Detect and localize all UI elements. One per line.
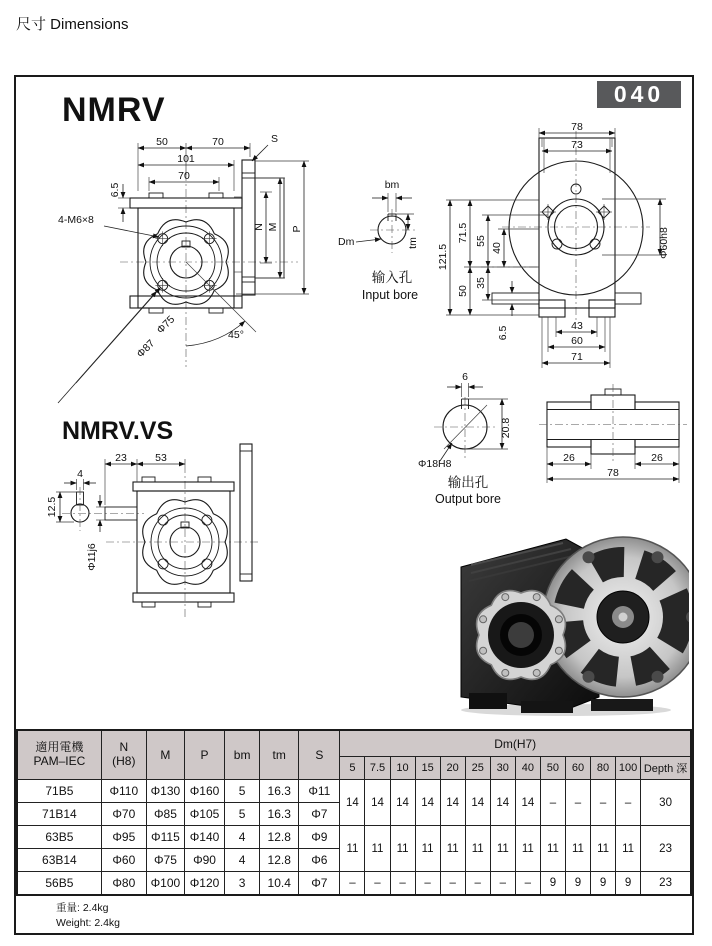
cell-dm: 14	[365, 780, 390, 826]
cell-dm: 11	[515, 826, 540, 872]
caption-zh: 输入孔	[371, 270, 413, 285]
cell-dm: 14	[415, 780, 440, 826]
cell-dm: 9	[540, 872, 565, 896]
cell-dm: –	[465, 872, 490, 896]
cell-dm: –	[565, 780, 590, 826]
cell: Φ7	[299, 803, 340, 826]
cell: 16.3	[260, 803, 299, 826]
cell: Φ7	[299, 872, 340, 896]
cell: Φ115	[146, 826, 184, 849]
cell-model: 63B14	[17, 849, 101, 872]
dimensions	[46, 452, 185, 571]
cell-dm: 14	[440, 780, 465, 826]
dim-label: 6	[462, 371, 468, 383]
cell-dm: –	[515, 872, 540, 896]
size-badge: 040	[597, 81, 681, 108]
screw-note: 4-M6×8	[58, 214, 94, 226]
cell: Φ11	[299, 780, 340, 803]
col-header-dm-size: 30	[490, 757, 515, 780]
col-header-pam-zh: 適用電機	[35, 740, 84, 755]
dim-label: N	[253, 223, 265, 231]
weight-note	[16, 894, 692, 933]
dim-label: 26	[563, 452, 575, 464]
dim-label: M	[267, 222, 279, 232]
cell-dm: 11	[365, 826, 390, 872]
cell-dm: 9	[591, 872, 616, 896]
caption-zh: 输出孔	[447, 475, 489, 490]
cell: Φ120	[184, 872, 224, 896]
dim-label: Φ75	[154, 313, 178, 337]
dim-label: 70	[178, 170, 190, 182]
dim-label: 6.5	[497, 325, 509, 341]
dimensions	[437, 123, 670, 368]
dim-label: Φ87	[134, 337, 158, 361]
cell: 16.3	[260, 780, 299, 803]
dim-label: 60	[571, 335, 583, 347]
cell: Φ85	[146, 803, 184, 826]
dim-label: 12.5	[46, 496, 58, 518]
dim-label: S	[271, 133, 279, 145]
cell: 5	[225, 803, 260, 826]
dim-label: tm	[407, 237, 419, 249]
dim-label: 6.5	[109, 182, 121, 198]
cell: 5	[225, 780, 260, 803]
product-photo	[441, 505, 689, 717]
centerlines	[120, 173, 298, 367]
dim-label: Φ18H8	[418, 458, 452, 470]
cell: 4	[225, 849, 260, 872]
cell-model: 71B5	[17, 780, 101, 803]
col-header-m: M	[146, 730, 184, 780]
dim-label: 23	[115, 452, 127, 464]
cell-dm: 11	[616, 826, 641, 872]
cell-dm: –	[415, 872, 440, 896]
dim-label: 26	[651, 452, 663, 464]
caption-en: Output bore	[434, 492, 502, 506]
col-header-dm-size: 60	[565, 757, 590, 780]
cell-dm: 11	[591, 826, 616, 872]
cell-depth: 23	[641, 872, 691, 896]
cell-dm: 9	[565, 872, 590, 896]
dim-label: 73	[571, 139, 583, 151]
dim-label: 45°	[228, 329, 244, 341]
dim-label: 71.5	[457, 222, 469, 244]
col-header-dm-size: 100	[616, 757, 641, 780]
gearbox-outline	[71, 444, 252, 607]
dim-label: 70	[212, 136, 224, 148]
col-header-tm: tm	[260, 730, 299, 780]
cell: 12.8	[260, 826, 299, 849]
cell: Φ105	[184, 803, 224, 826]
centerlines	[62, 465, 258, 619]
col-header-bm: bm	[225, 730, 260, 780]
dim-label: 101	[177, 153, 195, 165]
output-bore-drawing	[416, 371, 546, 509]
cell-dm: 11	[490, 826, 515, 872]
table-row	[17, 826, 691, 849]
dim-label: 71	[571, 351, 583, 363]
table-row	[17, 780, 691, 803]
cell: Φ140	[184, 826, 224, 849]
cell-dm: 14	[465, 780, 490, 826]
front-view-drawing	[56, 127, 326, 457]
col-header-pam-en: PAM–IEC	[33, 754, 86, 768]
cell-dm: 11	[340, 826, 365, 872]
page-frame	[14, 75, 694, 935]
col-header-n-bottom: (H8)	[112, 754, 136, 768]
cell-dm: 11	[565, 826, 590, 872]
gearbox-outline	[130, 160, 284, 313]
weight-en: Weight: 2.4kg	[56, 917, 121, 930]
col-header-pam	[17, 730, 101, 780]
dim-label: 55	[475, 235, 487, 247]
cell-dm: 14	[390, 780, 415, 826]
cell-dm: 14	[340, 780, 365, 826]
col-header-dm-size: 20	[440, 757, 465, 780]
col-header-dm-size: 10	[390, 757, 415, 780]
dim-label: 35	[475, 277, 487, 289]
cell: Φ60	[101, 849, 146, 872]
gearbox-outline	[492, 138, 643, 317]
cell-dm: –	[591, 780, 616, 826]
vs-view-drawing	[46, 439, 326, 674]
shaft-section-drawing	[534, 379, 692, 487]
cell-dm: 11	[415, 826, 440, 872]
dim-label: 50	[156, 136, 168, 148]
dim-label: 4	[77, 468, 83, 480]
dim-label: 43	[571, 320, 583, 332]
cell: Φ110	[101, 780, 146, 803]
cell-model: 63B5	[17, 826, 101, 849]
series-title: NMRV	[62, 91, 166, 129]
cell: 4	[225, 826, 260, 849]
cell-dm: 11	[440, 826, 465, 872]
cell: Φ9	[299, 826, 340, 849]
col-header-dm-group: Dm(H7)	[340, 730, 691, 757]
cell: Φ75	[146, 849, 184, 872]
cell-dm: 9	[616, 872, 641, 896]
cell-dm: 11	[390, 826, 415, 872]
col-header-dm-size: 5	[340, 757, 365, 780]
col-header-dm-size: 40	[515, 757, 540, 780]
cell-dm: –	[616, 780, 641, 826]
cell: 3	[225, 872, 260, 896]
col-header-depth: Depth 深	[641, 757, 691, 780]
dim-label: P	[291, 225, 303, 233]
dim-label: Dm	[338, 236, 355, 248]
dim-label: bm	[384, 179, 400, 191]
col-header-dm-size: 7.5	[365, 757, 390, 780]
cell: Φ70	[101, 803, 146, 826]
cell-model: 56B5	[17, 872, 101, 896]
dim-label: Φ11j6	[86, 543, 98, 571]
cell: Φ100	[146, 872, 184, 896]
cell: Φ130	[146, 780, 184, 803]
cell-dm: 14	[490, 780, 515, 826]
cell-dm: –	[540, 780, 565, 826]
spec-table	[16, 729, 692, 896]
dim-label: 121.5	[437, 243, 449, 271]
col-header-p: P	[184, 730, 224, 780]
table-row	[17, 872, 691, 896]
dim-label: 53	[155, 452, 167, 464]
cell: Φ6	[299, 849, 340, 872]
dim-label: 50	[457, 285, 469, 297]
col-header-dm-size: 25	[465, 757, 490, 780]
cell-depth: 23	[641, 826, 691, 872]
col-header-n	[101, 730, 146, 780]
cell: Φ95	[101, 826, 146, 849]
cell-dm: –	[390, 872, 415, 896]
cell-dm: –	[340, 872, 365, 896]
caption-en: Input bore	[361, 288, 419, 302]
dim-label: Φ60h8	[658, 227, 670, 259]
cell: 12.8	[260, 849, 299, 872]
dimensions	[58, 133, 309, 403]
col-header-dm-size: 15	[415, 757, 440, 780]
variant-title: NMRV.VS	[62, 417, 174, 445]
col-header-s: S	[299, 730, 340, 780]
cell: 10.4	[260, 872, 299, 896]
col-header-n-top: N	[119, 740, 129, 755]
dim-label: 78	[571, 123, 583, 133]
cell: Φ80	[101, 872, 146, 896]
cell-dm: 11	[465, 826, 490, 872]
cell-dm: 11	[540, 826, 565, 872]
cell-dm: –	[440, 872, 465, 896]
cell-dm: 14	[515, 780, 540, 826]
cell-dm: –	[490, 872, 515, 896]
cell-depth: 30	[641, 780, 691, 826]
cell: Φ90	[184, 849, 224, 872]
rear-view-drawing	[426, 123, 692, 378]
dim-label: 78	[607, 467, 619, 479]
col-header-dm-size: 50	[540, 757, 565, 780]
cell: Φ160	[184, 780, 224, 803]
cell-dm: –	[365, 872, 390, 896]
cell-model: 71B14	[17, 803, 101, 826]
dim-label: 20.8	[500, 417, 512, 439]
dim-label: 40	[491, 242, 503, 254]
weight-zh: 重量: 2.4kg	[56, 902, 109, 914]
document-title: 尺寸 Dimensions	[16, 16, 129, 33]
col-header-dm-size: 80	[591, 757, 616, 780]
